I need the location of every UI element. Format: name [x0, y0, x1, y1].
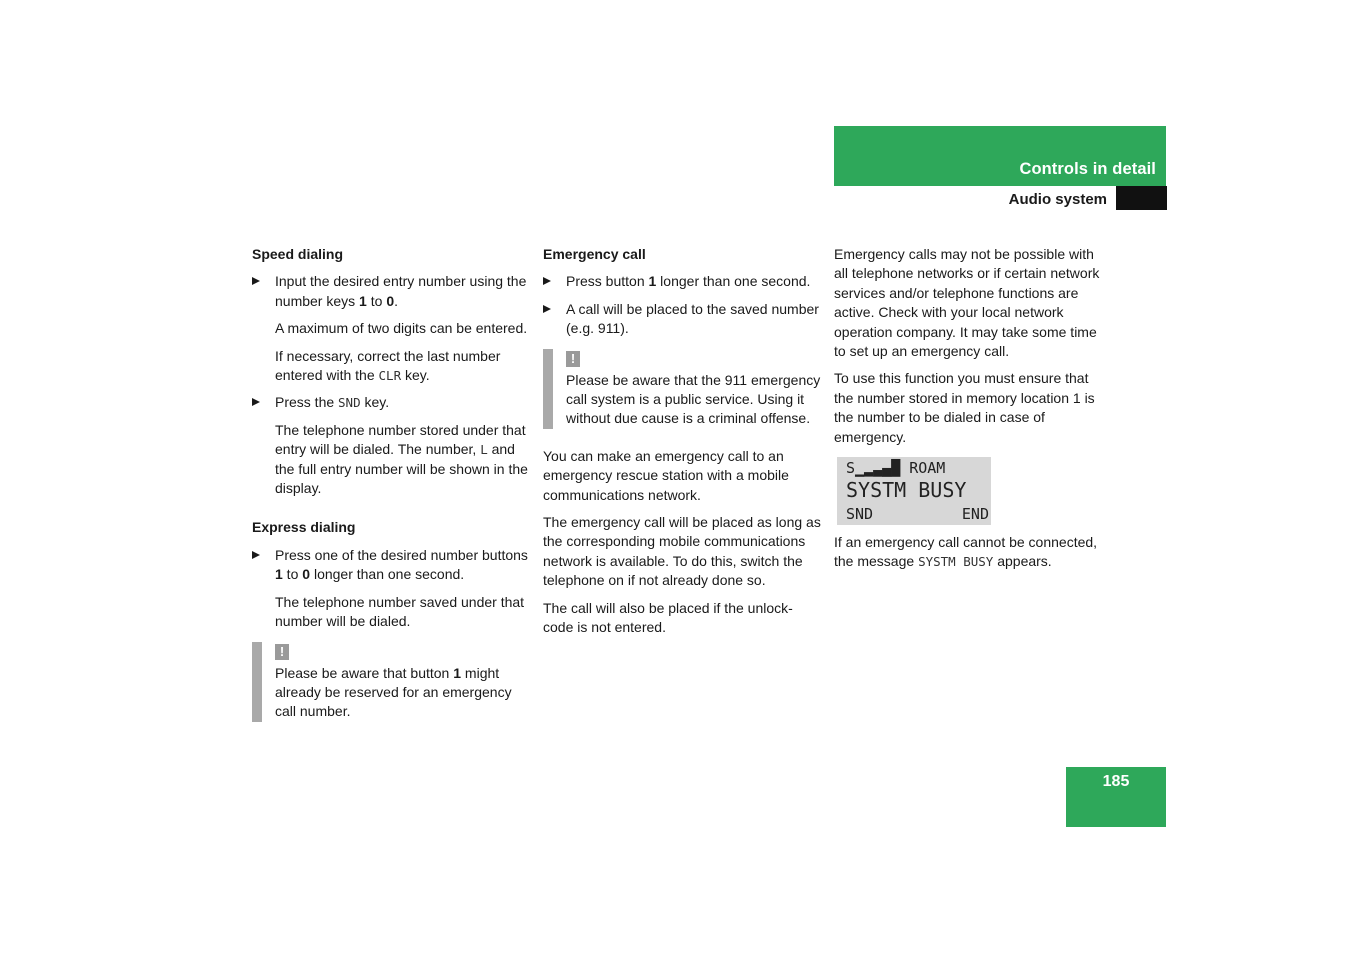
note-bar [543, 349, 553, 429]
paragraph: To use this function you must ensure that the number stored in memory location 1 is the number to be dialed in case of emergency. [834, 370, 1095, 445]
express-dialing-heading: Express dialing [252, 519, 356, 536]
display-message-inline: SYSTM BUSY [918, 554, 994, 570]
paragraph: A maximum of two digits can be entered. [275, 320, 528, 337]
bullet-arrow-icon [252, 551, 260, 559]
page-number: 185 [1102, 773, 1130, 790]
exclamation-icon: ! [275, 644, 289, 660]
note-bar [252, 642, 262, 722]
paragraph: The telephone number saved under that number will be dialed. [275, 593, 525, 630]
warning-note: ! Please be aware that button 1 might already be reserved for an emergency call number. [252, 642, 532, 722]
display-status-line: S▁▂▃▄█ ROAM [846, 459, 946, 478]
clr-key: CLR [378, 368, 402, 384]
exclamation-icon: ! [566, 351, 580, 367]
list-item: Input the desired entry number using the number keys 1 to 0. [252, 272, 532, 311]
paragraph: If an emergency call cannot be connected, the message SYSTM BUSY appears. [834, 534, 1098, 570]
paragraph: Emergency calls may not be possible with all telephone networks or if certain network services and/or telephone functions are active. Check with your local network operation company. It may take some time to set up an emergency call. [834, 246, 1100, 360]
column-right [834, 245, 1109, 580]
list-item: Press one of the desired number buttons 1 to 0 longer than one second. [252, 546, 532, 585]
list-item: Press button 1 longer than one second. [543, 272, 823, 291]
chapter-header [834, 126, 1166, 186]
section-marker [1116, 186, 1167, 210]
snd-key: SND [338, 395, 361, 411]
bullet-arrow-icon [543, 305, 551, 313]
page-number-box [1066, 767, 1166, 827]
bullet-arrow-icon [252, 398, 260, 406]
chapter-title: Controls in detail [1019, 160, 1156, 178]
section-title: Audio system [1008, 191, 1107, 208]
list-item: A call will be placed to the saved number (e.g. 911). [543, 300, 823, 339]
list-item: Press the SND key. [252, 393, 532, 412]
phone-display [837, 457, 991, 525]
paragraph: The emergency call will be placed as long as the corresponding mobile communications network is available. To do this, switch the telephone on if not already done so. [543, 514, 821, 589]
column-middle [543, 245, 823, 646]
display-message: SYSTM BUSY [846, 478, 967, 503]
speed-dialing-heading: Speed dialing [252, 246, 344, 262]
emergency-call-heading: Emergency call [543, 246, 646, 262]
display-softkey-right: END [961, 505, 989, 524]
display-softkey-left: SND [846, 505, 874, 524]
paragraph: You can make an emergency call to an emergency rescue station with a mobile communications network. [543, 447, 789, 503]
bullet-arrow-icon [543, 277, 551, 285]
paragraph: The telephone number stored under that entry will be dialed. The number, L and the full entry number will be shown in the display. [275, 421, 528, 497]
bullet-arrow-icon [252, 277, 260, 285]
warning-note: ! Please be aware that the 911 emergency call system is a public service. Using it without due cause is a criminal offense. [543, 349, 823, 429]
paragraph: The call will also be placed if the unlock-code is not entered. [543, 599, 793, 636]
column-left [252, 245, 532, 740]
paragraph: If necessary, correct the last number entered with the CLR key. [275, 347, 501, 384]
